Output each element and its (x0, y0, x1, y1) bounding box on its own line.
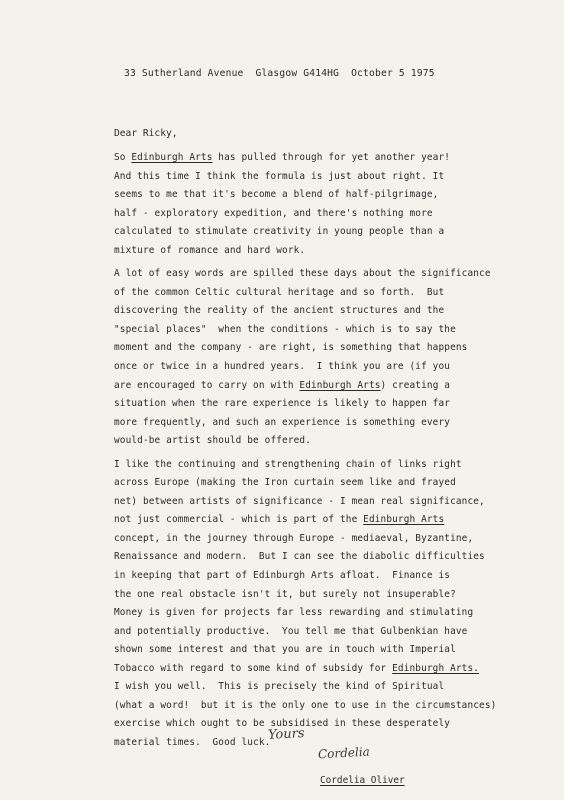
text-line (114, 641, 554, 660)
text-segment: calculated to stimulate creativity in young people than a (114, 226, 445, 238)
text-segment: "special places" when the conditions - which is to say the (114, 323, 456, 335)
text-segment: A lot of easy words are spilled these days about the significance (114, 268, 491, 280)
text-line (114, 511, 554, 530)
text-line (114, 530, 554, 549)
text-line (114, 205, 554, 224)
text-line (114, 493, 554, 512)
handwritten-closing: Yours (267, 726, 305, 743)
paragraph (114, 149, 554, 260)
text-line (114, 715, 554, 734)
text-segment: net) between artists of significance - I mean real significance, (114, 495, 485, 507)
text-segment: and potentially productive. You tell me that Gulbenkian have (114, 625, 468, 637)
paragraph (114, 265, 554, 450)
text-line (114, 432, 554, 451)
text-segment: more frequently, and such an experience is something every (114, 416, 451, 428)
salutation: Dear Ricky, (114, 128, 178, 139)
underlined-title: Edinburgh Arts (363, 514, 445, 526)
text-line (114, 660, 554, 679)
text-segment: half - exploratory expedition, and there's nothing more (114, 207, 433, 219)
text-segment: And this time I think the formula is just about right. It (114, 170, 445, 182)
text-line (114, 377, 554, 396)
text-segment: the one real obstacle isn't it, but surely not insuperable? (114, 588, 456, 600)
text-line (114, 168, 554, 187)
text-segment: Tobacco with regard to some kind of subsidy for (114, 662, 393, 674)
text-line (114, 567, 554, 586)
text-segment: mixture of romance and hard work. (114, 244, 306, 256)
text-line (114, 223, 554, 242)
text-segment: ) creating a (380, 379, 451, 391)
text-segment: would-be artist should be offered. (114, 435, 312, 447)
text-segment: in keeping that part of Edinburgh Arts afloat. Finance is (114, 570, 451, 582)
text-segment: (what a word! but it is the only one to use in the circumstances) (114, 699, 497, 711)
text-segment: concept, in the journey through Europe - mediaeval, Byzantine, (114, 532, 474, 544)
underlined-title: Edinburgh Arts (131, 152, 213, 163)
text-line (114, 548, 554, 567)
paragraph (114, 456, 554, 753)
text-line (114, 242, 554, 261)
text-segment: situation when the rare experience is likely to happen far (114, 398, 451, 410)
text-line (114, 395, 554, 414)
text-segment: of the common Celtic cultural heritage and so forth. But (114, 286, 445, 298)
text-segment: I like the continuing and strengthening chain of links right (114, 458, 462, 470)
text-segment: material times. Good luck. (114, 736, 271, 748)
text-segment: I wish you well. This is precisely the kind of Spiritual (114, 681, 445, 693)
text-segment: Renaissance and modern. But I can see the diabolic difficulties (114, 551, 485, 563)
text-line (114, 302, 554, 321)
text-segment: once or twice in a hundred years. I think you are (if you (114, 361, 451, 373)
text-line (114, 339, 554, 358)
text-line (114, 456, 554, 475)
text-segment: seems to me that it's become a blend of half-pilgrimage, (114, 189, 439, 201)
text-segment: discovering the reality of the ancient structures and the (114, 305, 445, 317)
text-line (114, 358, 554, 377)
text-line (114, 697, 554, 716)
text-line (114, 623, 554, 642)
text-segment: are encouraged to carry on with (114, 379, 300, 391)
handwritten-signature: Cordelia (317, 744, 371, 762)
text-line (114, 414, 554, 433)
text-line (114, 321, 554, 340)
text-line (114, 586, 554, 605)
text-line (114, 186, 554, 205)
text-line (114, 265, 554, 284)
text-segment: So (114, 152, 132, 163)
text-line (114, 604, 554, 623)
text-line (114, 149, 554, 168)
sender-address-date: 33 Sutherland Avenue Glasgow G414HG October 5 1975 (124, 68, 435, 79)
text-segment: has pulled through for yet another year! (212, 152, 451, 163)
text-segment: Money is given for projects far less rewarding and stimulating (114, 607, 474, 619)
typed-signature-name: Cordelia Oliver (320, 775, 405, 786)
text-segment: shown some interest and that you are in touch with Imperial (114, 644, 456, 656)
text-line (114, 284, 554, 303)
text-line (114, 474, 554, 493)
underlined-title: Edinburgh Arts. (392, 662, 480, 674)
text-line (114, 678, 554, 697)
text-segment: not just commercial - which is part of the (114, 514, 364, 526)
letter-body (114, 149, 554, 758)
text-segment: moment and the company - are right, is something that happens (114, 342, 468, 354)
text-segment: exercise which ought to be subsidised in these desperately (114, 718, 451, 730)
underlined-title: Edinburgh Arts (299, 379, 381, 391)
text-segment: across Europe (making the Iron curtain seem like and frayed (114, 477, 456, 489)
